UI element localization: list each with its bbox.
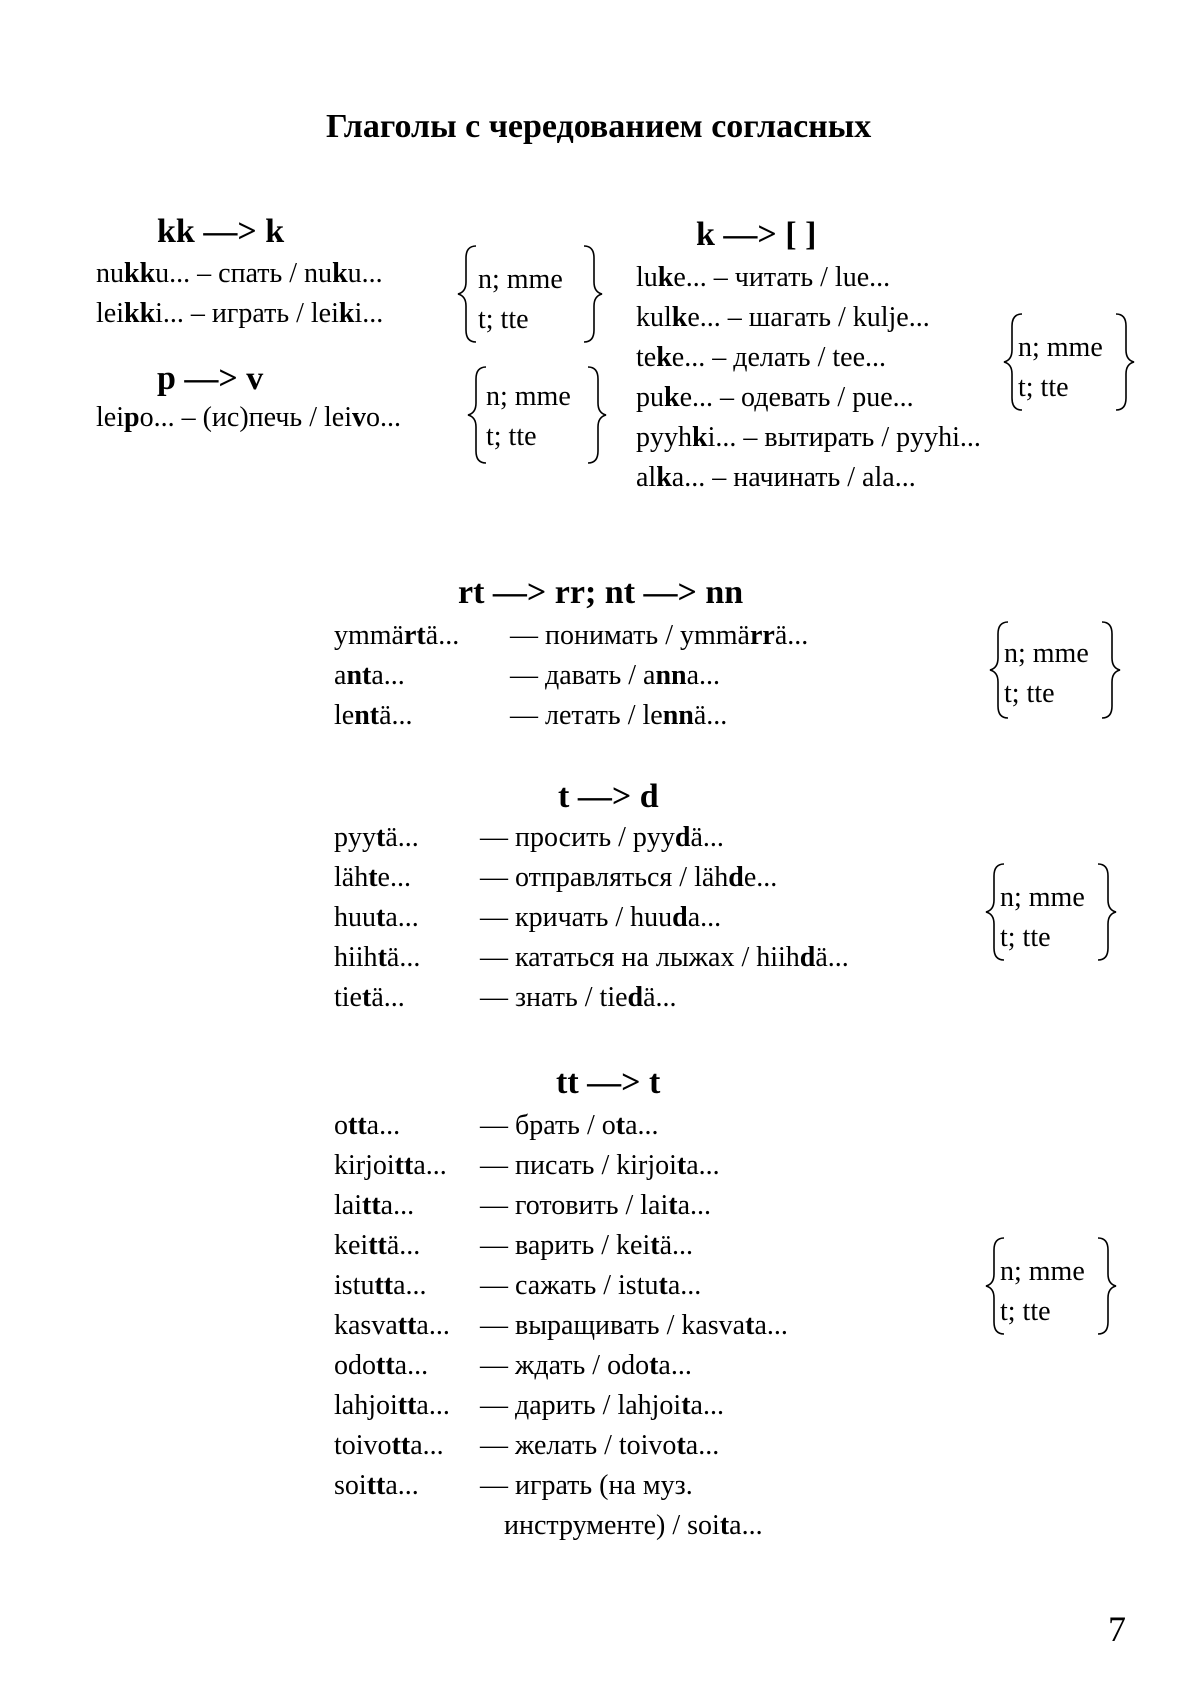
table-row: kasvatta... <box>334 1310 450 1341</box>
translation: — желать / toivota... <box>480 1430 720 1461</box>
page-number: 7 <box>1108 1609 1126 1649</box>
translation: — писать / kirjoita... <box>480 1150 720 1181</box>
list-item: pyyhki... – вытирать / pyyhi... <box>636 422 981 453</box>
translation: — ждать / odota... <box>480 1350 692 1381</box>
list-item: nukku... – спать / nuku... <box>96 258 383 289</box>
table-row: lentä... <box>334 700 413 731</box>
table-row: otta... <box>334 1110 401 1141</box>
heading-kk-k: kk —> k <box>157 213 285 250</box>
translation: — варить / keitä... <box>480 1230 694 1261</box>
translation: — просить / pyydä... <box>480 822 724 853</box>
translation: — кричать / huuda... <box>480 902 722 933</box>
table-row: hiihtä... <box>334 942 421 973</box>
list-item: teke... – делать / tee... <box>636 342 886 373</box>
translation: — брать / ota... <box>480 1110 659 1141</box>
list-item: kulke... – шагать / kulje... <box>636 302 930 333</box>
heading-tt-t: tt —> t <box>556 1064 661 1101</box>
table-row: pyytä... <box>334 822 419 853</box>
translation: — выращивать / kasvata... <box>480 1310 788 1341</box>
list-item: alka... – начинать / ala... <box>636 462 916 493</box>
table-row: soitta... <box>334 1470 419 1501</box>
page-title: Глаголы с чередованием согласных <box>326 108 872 145</box>
table-row: keittä... <box>334 1230 421 1261</box>
table-row: laitta... <box>334 1190 415 1221</box>
table-row: toivotta... <box>334 1430 444 1461</box>
translation-continuation: инструменте) / soita... <box>504 1510 763 1541</box>
table-row: istutta... <box>334 1270 427 1301</box>
heading-t-d: t —> d <box>558 778 659 815</box>
table-row: odotta... <box>334 1350 429 1381</box>
table-row: lähte... <box>334 862 411 893</box>
translation: — кататься на лыжах / hiihdä... <box>480 942 849 973</box>
translation: — играть (на муз. <box>480 1470 693 1501</box>
translation: — сажать / istuta... <box>480 1270 702 1301</box>
table-row: huuta... <box>334 902 419 933</box>
heading-rt-rr: rt —> rr; nt —> nn <box>458 574 744 611</box>
translation: — знать / tiedä... <box>480 982 677 1013</box>
table-row: lahjoitta... <box>334 1390 450 1421</box>
list-item: luke... – читать / lue... <box>636 262 891 293</box>
translation: — летать / lennä... <box>510 700 728 731</box>
translation: — готовить / laita... <box>480 1190 712 1221</box>
translation: — дарить / lahjoita... <box>480 1390 724 1421</box>
list-item: leipo... – (ис)печь / leivo... <box>96 402 401 433</box>
translation: — понимать / ymmärrä... <box>510 620 809 651</box>
translation: — отправляться / lähde... <box>480 862 778 893</box>
table-row: kirjoitta... <box>334 1150 447 1181</box>
table-row: ymmärtä... <box>334 620 460 651</box>
heading-p-v: p —> v <box>157 360 264 397</box>
list-item: puke... – одевать / pue... <box>636 382 914 413</box>
table-row: anta... <box>334 660 405 691</box>
table-row: tietä... <box>334 982 405 1013</box>
heading-k-empty: k —> [ ] <box>696 216 817 253</box>
list-item: leikki... – играть / leiki... <box>96 298 384 329</box>
translation: — давать / anna... <box>510 660 721 691</box>
